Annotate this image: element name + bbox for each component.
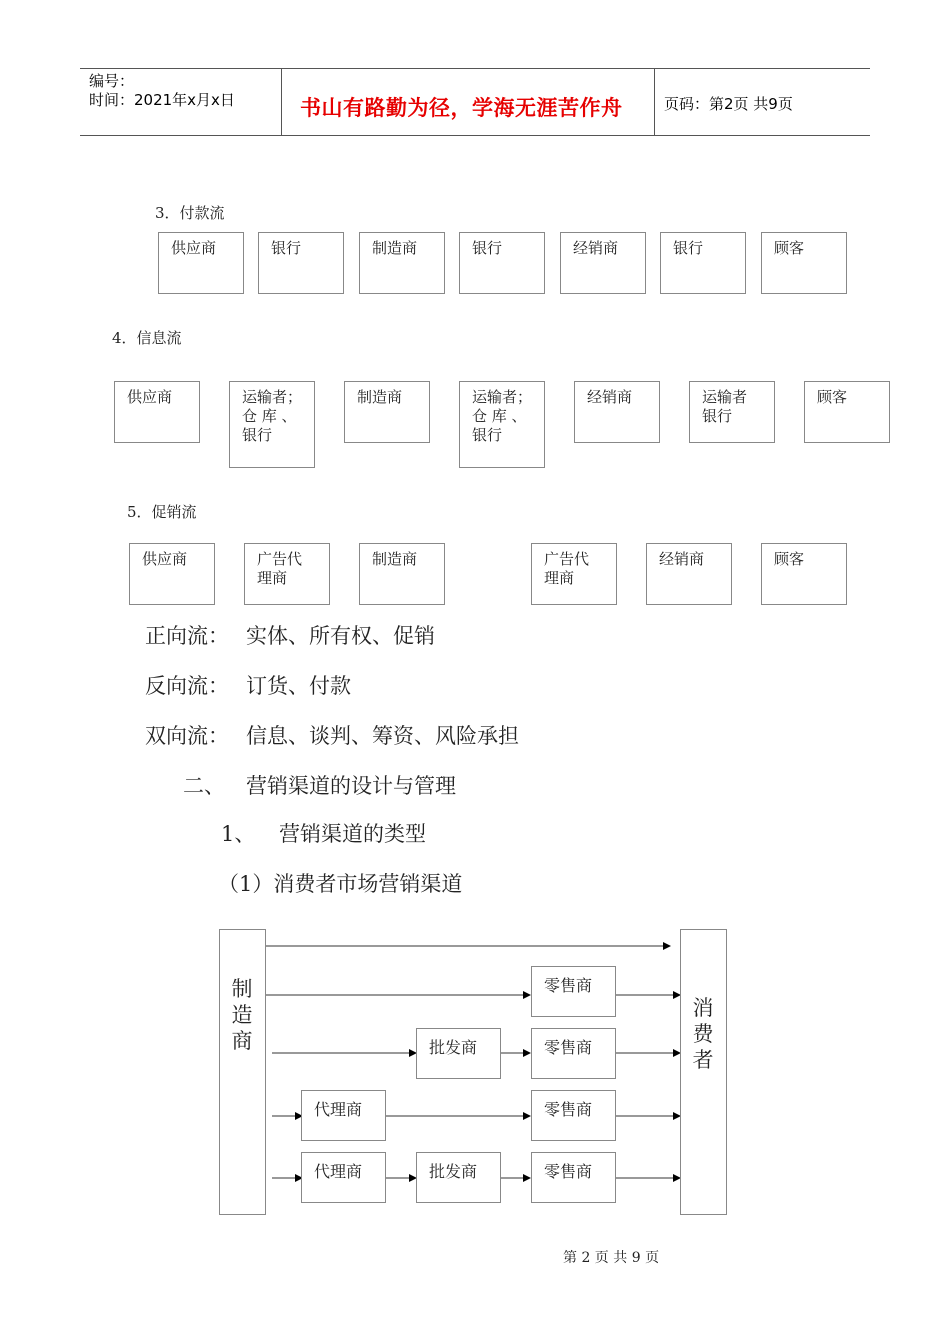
payment-box-dealer: 经销商 [560,232,646,294]
section-title-promo-flow: 5．促销流 [127,503,197,521]
footer-page-number: 第 2 页 共 9 页 [563,1250,660,1266]
diagram-retailer-box: 零售商 [531,1028,616,1079]
diagram-wholesaler-box: 批发商 [416,1028,501,1079]
vertical-char: 商 [231,1029,253,1053]
info-box-line: 银行 [472,426,503,444]
info-box-line: 供应商 [127,388,173,406]
diagram-consumer-label [692,995,714,1073]
diagram-manufacturer-label [231,976,253,1054]
payment-box-bank: 银行 [660,232,746,294]
page-number-label: 页码：第2页 共9页 [664,95,793,113]
flow-label-backward: 反向流： [145,674,229,698]
info-box-line: 银行 [702,407,733,425]
promo-box-line: 供应商 [142,550,188,568]
info-box-line: 仓 库 、 [242,407,297,425]
payment-box-bank: 银行 [258,232,344,294]
info-box-line: 银行 [242,426,273,444]
promo-box-line: 理商 [257,569,288,587]
diagram-retailer-box: 零售商 [531,966,616,1017]
promo-box-line: 广告代 [544,550,590,568]
promo-box-line: 广告代 [257,550,303,568]
info-box-line: 运输者； [242,388,303,406]
info-box-line: 顾客 [817,388,848,406]
flow-value-forward: 实体、所有权、促销 [246,624,435,648]
heading-2-text: 营销渠道的设计与管理 [246,774,456,798]
heading-2-number: 二、 [183,774,225,798]
flow-label-forward: 正向流： [145,624,229,648]
info-box-line: 经销商 [587,388,633,406]
diagram-agent-box: 代理商 [301,1152,386,1203]
flow-label-bidirectional: 双向流： [145,724,229,748]
diagram-retailer-box: 零售商 [531,1090,616,1141]
info-box-line: 制造商 [357,388,403,406]
info-box-line: 仓 库 、 [472,407,527,425]
vertical-char: 造 [231,1003,253,1027]
section-title-payment-flow: 3．付款流 [155,204,225,222]
diagram-wholesaler-box: 批发商 [416,1152,501,1203]
diagram-manufacturer-box [219,929,266,1215]
vertical-char: 消 [692,996,714,1020]
flow-value-backward: 订货、付款 [246,674,351,698]
payment-box-manufacturer: 制造商 [359,232,445,294]
promo-box-line: 制造商 [372,550,418,568]
diagram-retailer-box: 零售商 [531,1152,616,1203]
serial-label: 编号： [89,72,135,90]
vertical-char: 者 [692,1048,714,1072]
time-label: 时间：2021年x月x日 [89,91,235,109]
promo-box-line: 顾客 [774,550,805,568]
heading-3-number: 1、 [221,822,256,846]
promo-box-line: 经销商 [659,550,705,568]
promo-box-line: 理商 [544,569,575,587]
diagram-agent-box: 代理商 [301,1090,386,1141]
flow-value-bidirectional: 信息、谈判、筹资、风险承担 [246,724,519,748]
vertical-char: 制 [231,977,253,1001]
vertical-char: 费 [692,1022,714,1046]
info-box-line: 运输者 [702,388,748,406]
heading-3-text: 营销渠道的类型 [279,822,426,846]
header-motto: 书山有路勤为径，学海无涯苦作舟 [300,95,623,120]
payment-box-bank: 银行 [459,232,545,294]
section-title-info-flow: 4．信息流 [112,329,182,347]
payment-box-customer: 顾客 [761,232,847,294]
heading-4: （1）消费者市场营销渠道 [218,872,463,896]
info-box-line: 运输者； [472,388,533,406]
payment-box-supplier: 供应商 [158,232,244,294]
